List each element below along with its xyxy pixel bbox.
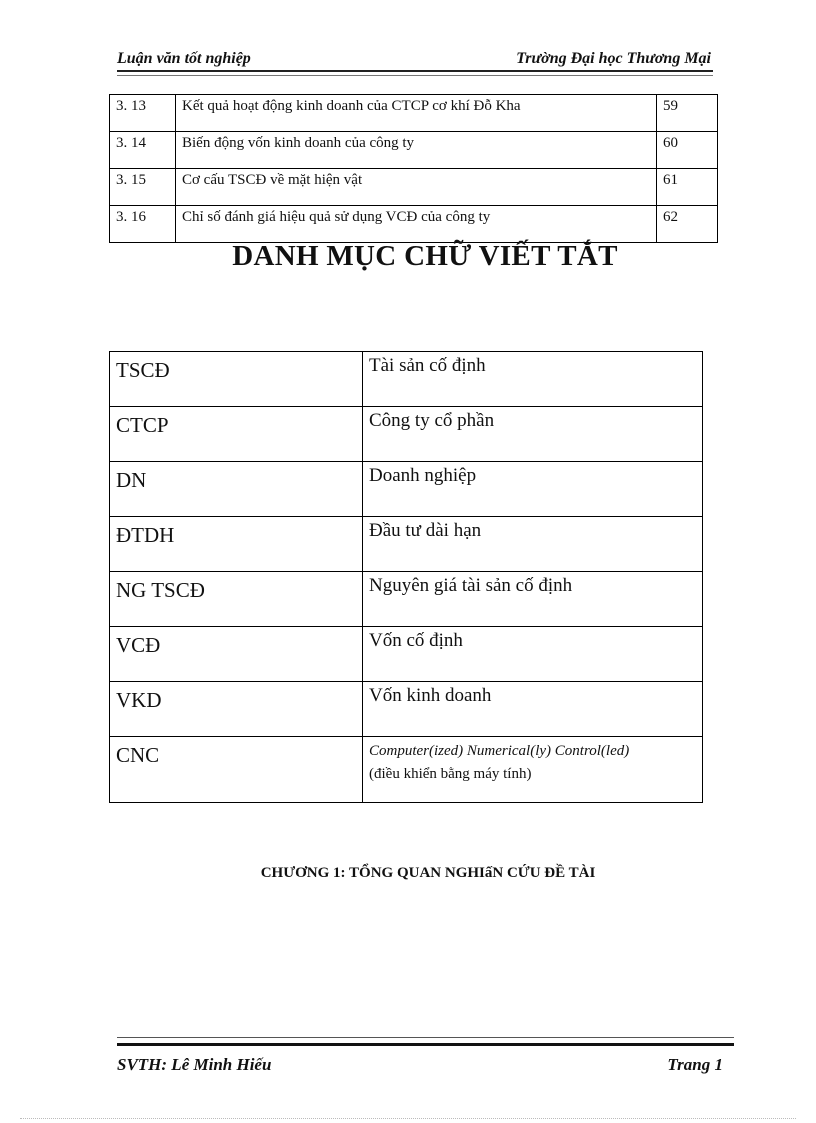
abbreviation: VKD [110,682,363,737]
abbreviation: ĐTDH [110,517,363,572]
abbreviation: TSCĐ [110,352,363,407]
abbreviation-meaning: Đầu tư dài hạn [363,517,703,572]
table-row [110,462,703,517]
abbreviation: NG TSCĐ [110,572,363,627]
abbreviation-meaning: Tài sản cố định [363,352,703,407]
figure-title: Chỉ số đánh giá hiệu quả sử dụng VCĐ của công ty [176,206,657,243]
table-row [110,572,703,627]
table-row [110,95,718,132]
table-row [110,352,703,407]
figure-list-table [109,94,718,243]
figure-number: 3. 15 [110,169,176,206]
abbreviation-list-title: DANH MỤC CHỮ VIẾT TẮT [232,240,618,272]
table-row [110,737,703,803]
abbreviation-meaning: Nguyên giá tài sản cố định [363,572,703,627]
figure-number: 3. 16 [110,206,176,243]
abbreviation-table [109,351,703,803]
abbreviation-meaning: Doanh nghiệp [363,462,703,517]
header-divider [117,70,713,76]
figure-number: 3. 13 [110,95,176,132]
chapter-heading: CHƯƠNG 1: TỔNG QUAN NGHIấN CỨU ĐỀ TÀI [260,865,596,881]
abbreviation-meaning: Vốn kinh doanh [363,682,703,737]
table-row [110,169,718,206]
figure-page: 61 [657,169,718,206]
figure-page: 62 [657,206,718,243]
page-edge [20,1118,796,1119]
figure-number: 3. 14 [110,132,176,169]
abbreviation-meaning: Vốn cố định [363,627,703,682]
table-row [110,132,718,169]
abbreviation-meaning [363,737,703,803]
figure-page: 59 [657,95,718,132]
abbreviation: VCĐ [110,627,363,682]
table-row [110,407,703,462]
abbreviation: CTCP [110,407,363,462]
footer-author: SVTH: Lê Minh Hiếu [117,1055,272,1074]
header-thesis-label: Luận văn tốt nghiệp [117,50,251,67]
figure-page: 60 [657,132,718,169]
figure-title: Cơ cấu TSCĐ về mặt hiện vật [176,169,657,206]
footer-divider [117,1037,734,1046]
cnc-english-meaning: Computer(ized) Numerical(ly) Control(led) [369,743,630,759]
abbreviation-meaning: Công ty cổ phần [363,407,703,462]
table-row [110,517,703,572]
table-row [110,682,703,737]
abbreviation: CNC [110,737,363,803]
page-header [117,50,711,70]
abbreviation: DN [110,462,363,517]
page-footer [117,1055,723,1077]
table-row [110,206,718,243]
cnc-vietnamese-meaning: (điều khiển bằng máy tính) [369,766,532,782]
table-row [110,627,703,682]
header-university-label: Trường Đại học Thương Mại [516,50,711,67]
footer-page-number: Trang 1 [667,1055,723,1074]
figure-title: Kết quả hoạt động kinh doanh của CTCP cơ khí Đỗ Kha [176,95,657,132]
figure-title: Biến động vốn kinh doanh của công ty [176,132,657,169]
